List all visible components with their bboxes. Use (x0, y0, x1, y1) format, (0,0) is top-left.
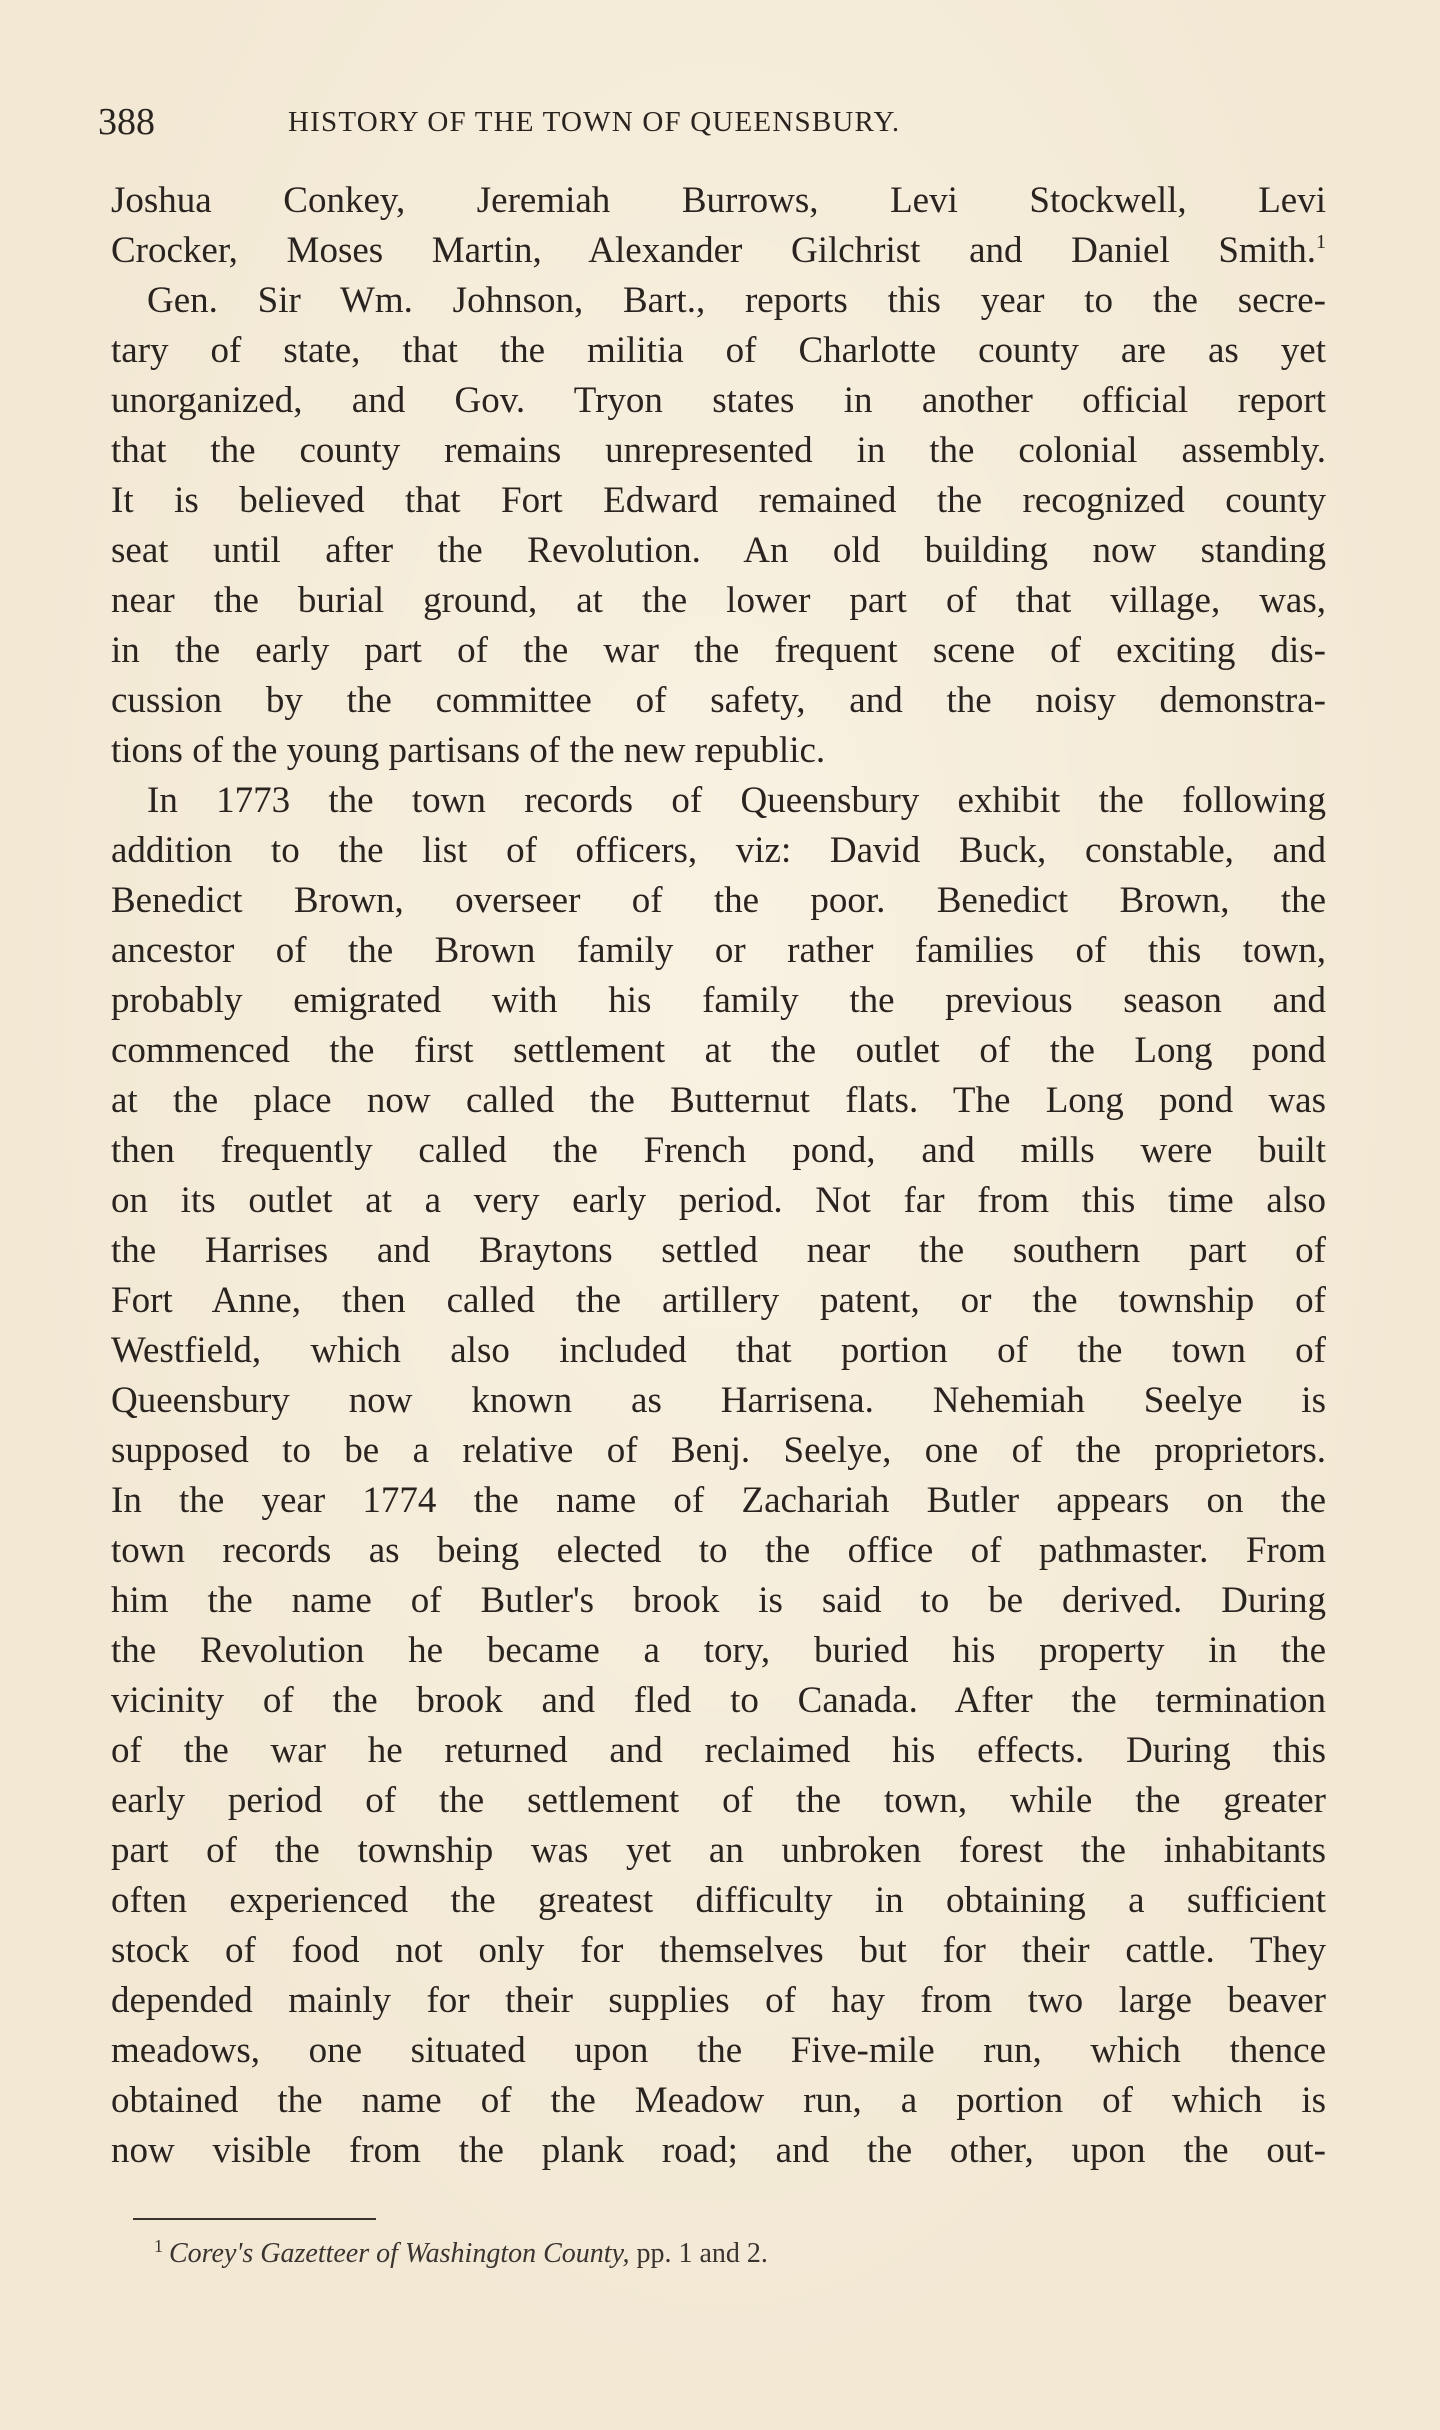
footnote-marker: 1 (154, 2236, 163, 2256)
paragraph-start-line: In 1773 the town records of Queensbury exhibit the following (147, 780, 1326, 821)
paragraph-end-line: tions of the young partisans of the new republic. (111, 730, 826, 771)
text-line: Benedict Brown, overseer of the poor. Benedict Brown, the (111, 880, 1326, 921)
text-line: cussion by the committee of safety, and the noisy demonstra- (111, 680, 1326, 721)
text-line: near the burial ground, at the lower part of that village, was, (111, 580, 1326, 621)
text-line: depended mainly for their supplies of hay from two large beaver (111, 1980, 1326, 2021)
text-line: early period of the settlement of the town, while the greater (111, 1780, 1326, 1821)
text-line-content: Crocker, Moses Martin, Alexander Gilchrist and Daniel Smith. (111, 230, 1316, 271)
text-line: then frequently called the French pond, and mills were built (111, 1130, 1326, 1171)
text-line: Queensbury now known as Harrisena. Nehemiah Seelye is (111, 1380, 1326, 1421)
text-line: seat until after the Revolution. An old building now standing (111, 530, 1326, 571)
body-text (111, 176, 1326, 2176)
footnote-reference: 1 (1316, 231, 1326, 253)
text-line: In the year 1774 the name of Zachariah Butler appears on the (111, 1480, 1326, 1521)
text-line: tary of state, that the militia of Charlotte county are as yet (111, 330, 1326, 371)
text-line: that the county remains unrepresented in the colonial assembly. (111, 430, 1326, 471)
text-line: Westfield, which also included that portion of the town of (111, 1330, 1326, 1371)
text-line: It is believed that Fort Edward remained the recognized county (111, 480, 1326, 521)
text-line: on its outlet at a very early period. Not far from this time also (111, 1180, 1326, 1221)
footnote-citation-title: Corey's Gazetteer of Washington County, (169, 2238, 630, 2269)
text-line (111, 226, 1326, 276)
text-line: Joshua Conkey, Jeremiah Burrows, Levi Stockwell, Levi (111, 180, 1326, 221)
text-line: supposed to be a relative of Benj. Seelye, one of the proprietors. (111, 1430, 1326, 1471)
text-line: in the early part of the war the frequent scene of exciting dis- (111, 630, 1326, 671)
footnote-citation-pages: pp. 1 and 2. (636, 2238, 768, 2269)
text-line: stock of food not only for themselves but for their cattle. They (111, 1930, 1326, 1971)
page-number: 388 (98, 101, 155, 143)
text-line: addition to the list of officers, viz: David Buck, constable, and (111, 830, 1326, 871)
text-line: Fort Anne, then called the artillery patent, or the township of (111, 1280, 1326, 1321)
footnote (154, 2236, 1054, 2272)
text-line: now visible from the plank road; and the other, upon the out- (111, 2130, 1326, 2171)
text-line: vicinity of the brook and fled to Canada. After the termination (111, 1680, 1326, 1721)
text-line: the Revolution he became a tory, buried his property in the (111, 1630, 1326, 1671)
text-line: town records as being elected to the office of pathmaster. From (111, 1530, 1326, 1571)
text-line: obtained the name of the Meadow run, a portion of which is (111, 2080, 1326, 2121)
text-line: often experienced the greatest difficulty in obtaining a sufficient (111, 1880, 1326, 1921)
paragraph-start-line: Gen. Sir Wm. Johnson, Bart., reports this year to the secre- (147, 280, 1326, 321)
text-line: probably emigrated with his family the previous season and (111, 980, 1326, 1021)
text-line: at the place now called the Butternut flats. The Long pond was (111, 1080, 1326, 1121)
text-line: of the war he returned and reclaimed his effects. During this (111, 1730, 1326, 1771)
text-line: unorganized, and Gov. Tryon states in another official report (111, 380, 1326, 421)
text-line: meadows, one situated upon the Five-mile run, which thence (111, 2030, 1326, 2071)
text-line: ancestor of the Brown family or rather families of this town, (111, 930, 1326, 971)
running-title: HISTORY OF THE TOWN OF QUEENSBURY. (288, 106, 901, 138)
text-line: him the name of Butler's brook is said to be derived. During (111, 1580, 1326, 1621)
text-line: the Harrises and Braytons settled near the southern part of (111, 1230, 1326, 1271)
text-line: part of the township was yet an unbroken forest the inhabitants (111, 1830, 1326, 1871)
page-header (98, 100, 1338, 150)
text-line: commenced the first settlement at the outlet of the Long pond (111, 1030, 1326, 1071)
footnote-divider (133, 2218, 376, 2220)
